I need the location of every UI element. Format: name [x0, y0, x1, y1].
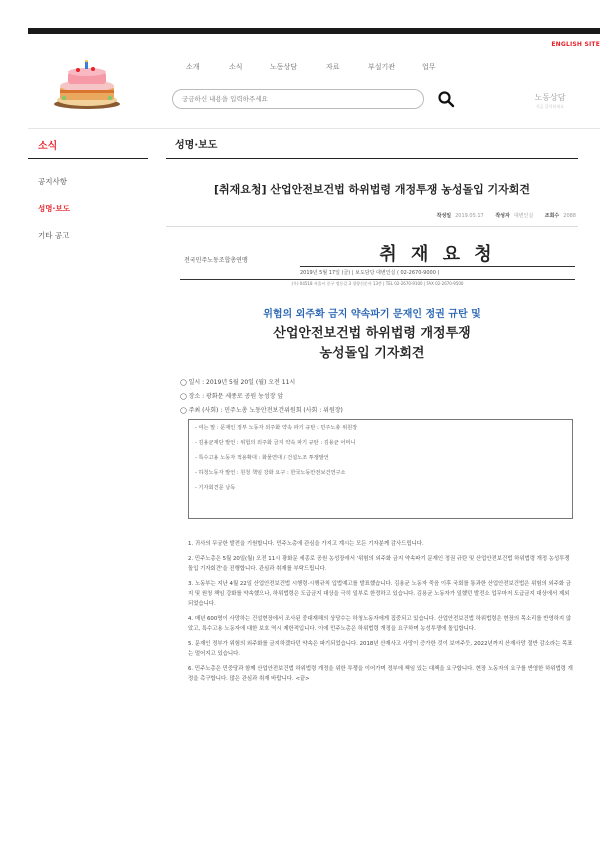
search-input[interactable]	[182, 95, 412, 103]
event-host: ◯ 주최 (사회) : 민주노총 노동안전보건위원회 (사회 : 위원장)	[180, 407, 343, 414]
event-time: ◯ 일시 : 2019년 5월 20일 (월) 오전 11시	[180, 379, 296, 386]
main-nav	[172, 62, 472, 76]
article-title: [취재요청] 산업안전보건법 하위법령 개정투쟁 농성돌입 기자회견	[213, 183, 531, 196]
agenda-item: - 여는 말 : 문재인 정부 노동자 외주화 약속 파기 규탄 : 민주노총 위원장	[195, 425, 358, 431]
date-value: 2019.05.17	[455, 213, 484, 219]
press-release-header	[180, 236, 575, 286]
press-contact: (우) 04518 서울시 중구 정동길 3 경향신문사 13층 | TEL 02-2670-9100 | FAX 02-2670-9500	[291, 281, 464, 286]
article-meta	[437, 212, 576, 219]
counsel-label: 노동상담	[534, 93, 566, 102]
press-rule-top	[300, 266, 575, 267]
press-org: 전국민주노동조합총연맹	[184, 257, 248, 264]
event-place: ◯ 장소 : 광화문 세종로 공원 농성장 앞	[180, 393, 284, 400]
sidebar-divider	[28, 158, 148, 159]
press-title-line1: 산업안전보건법 하위법령 개정투쟁	[273, 326, 471, 341]
body-paragraph: 5. 문재인 정부가 위험의 외주화를 금지하겠다던 약속은 파기되었습니다. 2018년 산재사고 사망이 증가한 것이 보여주듯, 2022년까지 산재사망 절반 감소라는 목표는 멀어지고 있습니다.	[188, 641, 573, 657]
english-site-link[interactable]: ENGLISH SITE	[551, 41, 600, 48]
body-paragraph: 3. 노동부는 지난 4월 22일 산업안전보건법 시행령·시행규칙 입법예고를 발표했습니다. 김용균 노동자 죽음 이후 국회를 통과한 산업안전보건법은 위험의 외주화 금지 및 원청 책임 강화를 약속했으나, 하위법령은 도급금지 대상을 극히 일부로 한정하고 있습니다. 김용균 노동자가 일했던 발전소 업무마저 도급금지 대상에서 제외되었습니다.	[188, 581, 571, 607]
author-value: 대변인실	[513, 213, 534, 219]
sidebar-item-other-notices[interactable]: 기타 공고	[38, 231, 70, 240]
press-heading: 취 재 요 청	[379, 244, 496, 265]
search-box	[172, 89, 424, 109]
article-body	[188, 539, 573, 689]
header-divider	[28, 128, 600, 129]
body-paragraph: 4. 매년 600명이 사망하는 건설현장에서 조사된 중대재해의 상당수는 하청노동자에게 집중되고 있습니다. 산업안전보건법 하위법령은 현장의 목소리를 반영하지 않았고, 특수고용 노동자에 대한 보호 역시 제한적입니다. 이에 민주노총은 하위법령 개정을 요구하며 농성투쟁에 돌입합니다.	[188, 616, 572, 632]
body-paragraph: 6. 민주노총은 민중당과 함께 산업안전보건법 하위법령 개정을 위한 투쟁을 이어가며 정부에 책임 있는 대책을 요구합니다. 현장 노동자의 요구를 반영한 하위법령 개정을 촉구합니다. 많은 관심과 취재 바랍니다. <끝>	[188, 666, 573, 682]
sidebar-item-notices[interactable]: 공지사항	[38, 177, 67, 186]
meta-divider	[166, 226, 578, 227]
nav-item-resources[interactable]: 자료	[326, 63, 340, 71]
press-date-line: 2019년 5월 17일 (금) | 보도담당 대변인실 ( 02-2670-9000 )	[300, 270, 440, 276]
page-title: 성명·보도	[175, 140, 218, 151]
agenda-item: - 김용균재단 발언 : 위험의 외주화 금지 약속 파기 규탄 : 김용균 어머니	[195, 440, 356, 446]
agenda-item: - 특수고용 노동자 적용확대 : 화물연대 / 건설노조 투쟁발언	[195, 455, 329, 461]
press-rule-bottom	[180, 279, 575, 280]
top-divider	[28, 28, 600, 34]
agenda-item: - 하청노동자 발언 : 원청 책임 강화 요구 : 한국노동안전보건연구소	[195, 470, 346, 476]
agenda-box	[188, 419, 573, 519]
nav-item-news[interactable]: 소식	[229, 63, 243, 71]
date-label: 작성일	[436, 213, 452, 219]
counsel-sublabel: 지금 클릭하세요	[535, 104, 565, 109]
nav-item-labor-counsel[interactable]: 노동상담	[270, 63, 298, 71]
views-label: 조회수	[544, 213, 560, 219]
agenda-item: - 기자회견문 낭독	[195, 485, 236, 491]
sidebar-item-statements[interactable]: 성명·보도	[38, 204, 70, 213]
top-bar	[0, 0, 600, 38]
body-paragraph: 2. 민주노총은 5월 20일(월) 오전 11시 광화문 세종로 공원 농성장에서 '위험의 외주화 금지 약속파기 문재인 정권 규탄 및 산업안전보건법 하위법령 개정 농성투쟁 돌입 기자회견'을 진행합니다. 관심과 취재를 부탁드립니다.	[188, 556, 570, 572]
press-subheading: 위험의 외주화 금지 약속파기 문재인 정권 규탄 및	[263, 309, 481, 320]
body-paragraph: 1. 귀사의 무궁한 발전을 기원합니다. 민주노총에 관심을 가지고 계시는 모든 기자분께 감사드립니다.	[188, 541, 424, 547]
site-logo[interactable]	[48, 60, 126, 110]
content-divider	[166, 158, 578, 159]
nav-item-business[interactable]: 업무	[422, 63, 436, 71]
nav-item-affiliates[interactable]: 부설기관	[368, 63, 396, 71]
event-info	[180, 377, 343, 419]
sidebar-menu	[38, 176, 70, 257]
labor-counsel-button[interactable]	[520, 92, 580, 110]
search-icon[interactable]	[437, 90, 455, 108]
nav-item-intro[interactable]: 소개	[186, 63, 200, 71]
sidebar-title: 소식	[38, 141, 58, 152]
views-value: 2088	[563, 213, 576, 219]
author-label: 작성자	[495, 213, 510, 219]
press-title-line2: 농성돌입 기자회견	[319, 346, 425, 361]
